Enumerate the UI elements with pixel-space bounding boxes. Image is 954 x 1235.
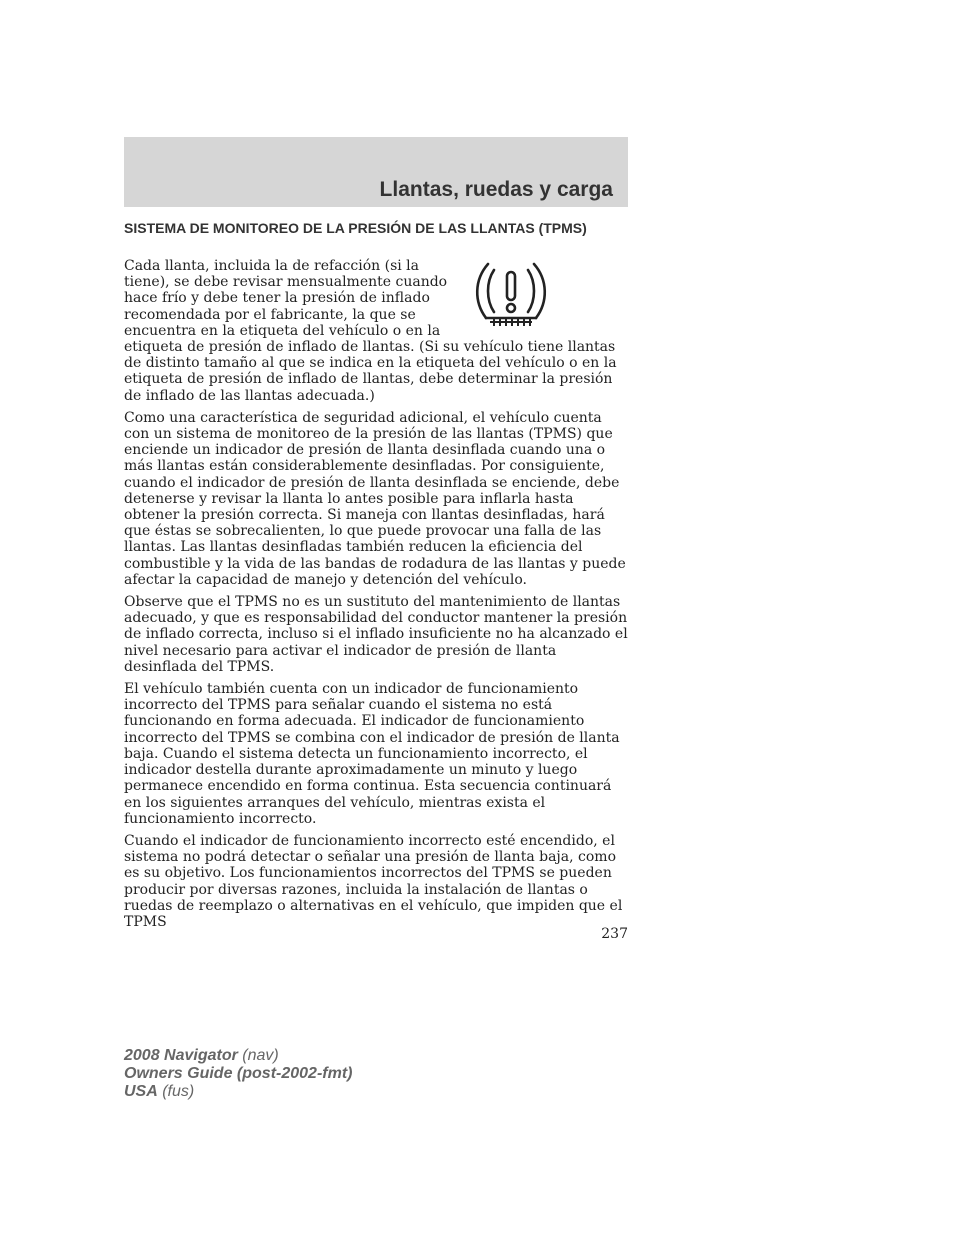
footer-model-code: (nav) — [237, 1047, 279, 1064]
chapter-title: Llantas, ruedas y carga — [379, 178, 613, 201]
footer-market-code: (fus) — [157, 1083, 195, 1100]
footer-model: 2008 Navigator — [124, 1047, 238, 1064]
paragraph: Como una característica de seguridad adicional, el vehículo cuenta con un sistema de monitoreo de la presión de las llantas (TPMS) que enciende un indicador de presión de llanta desinflada cuando una o más llantas están considerablemente desinfladas. Por consiguiente, cuando el indicador de presión de llanta desinflada se enciende, debe detenerse y revisar la llanta lo antes posible para inflarla hasta obtener la presión correcta. Si maneja con llantas desinfladas, hará que éstas se sobrecalienten, lo que puede provocar una falla de las llantas. Las llantas desinfladas también reducen la eficiencia del combustible y la vida de las bandas de rodadura de las llantas y puede afectar la capacidad de manejo y detención del vehículo. — [124, 409, 626, 588]
section-header-band — [124, 137, 628, 207]
body-text — [124, 258, 630, 936]
footer-market: USA — [124, 1083, 158, 1100]
paragraph: Observe que el TPMS no es un sustituto del mantenimiento de llantas adecuado, y que es responsabilidad del conductor mantener la presión de inflado correcta, incluso si el inflado insuficiente no ha alcanzado el nivel necesario para activar el indicador de presión de llanta desinflada del TPMS. — [124, 594, 628, 675]
tpms-warning-icon — [470, 260, 552, 332]
footer-guide: Owners Guide (post-2002-fmt) — [124, 1065, 353, 1082]
footer-line-1 — [124, 1047, 352, 1065]
footer — [124, 1047, 352, 1101]
footer-line-2 — [124, 1065, 352, 1083]
page-number: 237 — [601, 926, 628, 942]
footer-line-3 — [124, 1083, 352, 1101]
paragraph: Cuando el indicador de funcionamiento incorrecto esté encendido, el sistema no podrá detectar o señalar una presión de llanta baja, como es su objetivo. Los funcionamientos incorrectos del TPMS se pueden producir por diversas razones, incluida la instalación de llantas o ruedas de reemplazo o alternativas en el vehículo, que impiden que el TPMS — [124, 832, 623, 930]
section-heading: SISTEMA DE MONITOREO DE LA PRESIÓN DE LAS LLANTAS (TPMS) — [124, 220, 587, 236]
paragraph: Cada llanta, incluida la de refacción (si la tiene), se debe revisar mensualmente cuando hace frío y debe tener la presión de inflado recomendada por el fabricante, la que se encuentra en la etiqueta del vehículo o en la etiqueta de presión de inflado de llantas. (Si su vehículo tiene llantas de distinto tamaño al que se indica en la etiqueta del vehículo o en la etiqueta de presión de inflado de llantas, debe determinar la presión de inflado de las llantas adecuada.) — [124, 258, 617, 404]
paragraph: El vehículo también cuenta con un indicador de funcionamiento incorrecto del TPMS para señalar cuando el sistema no está funcionando en forma adecuada. El indicador de funcionamiento incorrecto del TPMS se combina con el indicador de presión de llanta baja. Cuando el sistema detecta un funcionamiento incorrecto, el indicador destella durante aproximadamente un minuto y luego permanece encendido en forma continua. Esta secuencia continuará en los siguientes arranques del vehículo, mientras exista el funcionamiento incorrecto. — [124, 681, 620, 827]
